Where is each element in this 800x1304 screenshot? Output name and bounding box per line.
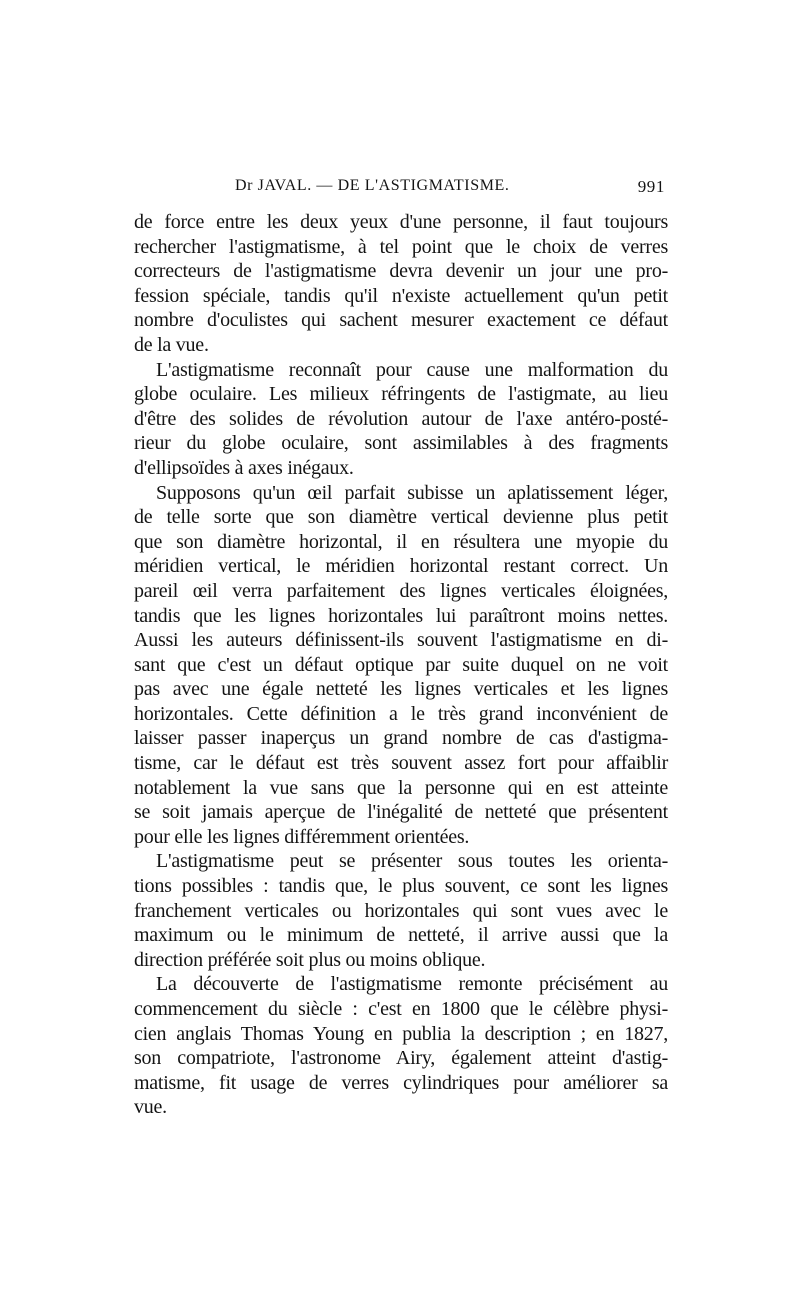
text-line: matisme, fit usage de verres cylindriques pour améliorer sa	[134, 1071, 668, 1094]
text-line: correcteurs de l'astigmatisme devra devenir un jour une pro-	[134, 260, 668, 283]
text-line: de la vue.	[134, 333, 209, 356]
paragraph	[134, 849, 668, 972]
text-line: tandis que les lignes horizontales lui paraîtront moins nettes.	[134, 604, 668, 627]
text-line: rechercher l'astigmatisme, à tel point que le choix de verres	[134, 235, 668, 258]
text-line: franchement verticales ou horizontales qui sont vues avec le	[134, 899, 668, 922]
text-line: vue.	[134, 1096, 167, 1119]
text-line: nombre d'oculistes qui sachent mesurer exactement ce défaut	[134, 309, 668, 332]
text-line: pas avec une égale netteté les lignes verticales et les lignes	[134, 678, 668, 701]
page-number: 991	[637, 177, 665, 196]
body-text	[134, 210, 668, 1120]
text-line: tisme, car le défaut est très souvent assez fort pour affaiblir	[134, 752, 668, 775]
text-line: commencement du siècle : c'est en 1800 que le célèbre physi-	[134, 998, 668, 1020]
text-line: fession spéciale, tandis qu'il n'existe actuellement qu'un petit	[134, 284, 668, 307]
text-line: tions possibles : tandis que, le plus souvent, ce sont les lignes	[134, 875, 668, 898]
text-line: son compatriote, l'astronome Airy, également atteint d'astig-	[134, 1047, 668, 1070]
text-line: horizontales. Cette définition a le très grand inconvénient de	[134, 702, 668, 725]
text-line: se soit jamais aperçue de l'inégalité de netteté que présentent	[134, 801, 668, 824]
text-line: rieur du globe oculaire, sont assimilables à des fragments	[134, 432, 668, 455]
text-line: d'être des solides de révolution autour de l'axe antéro-posté-	[134, 407, 668, 430]
running-head-title: Dr JAVAL. — DE L'ASTIGMATISME.	[235, 177, 510, 194]
text-line: méridien vertical, le méridien horizontal restant correct. Un	[134, 555, 668, 578]
paragraph	[134, 972, 668, 1120]
text-line: Supposons qu'un œil parfait subisse un aplatissement léger,	[156, 481, 668, 504]
paragraph	[134, 210, 668, 358]
text-line: La découverte de l'astigmatisme remonte précisément au	[156, 973, 668, 996]
text-line: Aussi les auteurs définissent-ils souvent l'astigmatisme en di-	[134, 629, 668, 652]
text-line: sant que c'est un défaut optique par suite duquel on ne voit	[134, 653, 668, 676]
text-line: d'ellipsoïdes à axes inégaux.	[134, 456, 354, 479]
paragraph	[134, 481, 668, 850]
text-line: direction préférée soit plus ou moins oblique.	[134, 948, 486, 971]
text-line: globe oculaire. Les milieux réfringents de l'astigmate, au lieu	[134, 383, 668, 406]
text-line: que son diamètre horizontal, il en résultera une myopie du	[134, 530, 668, 553]
text-line: notablement la vue sans que la personne qui en est atteinte	[134, 776, 668, 799]
running-head	[135, 177, 667, 203]
text-line: maximum ou le minimum de netteté, il arrive aussi que la	[134, 924, 668, 947]
text-line: pour elle les lignes différemment orientées.	[134, 825, 470, 848]
text-line: L'astigmatisme reconnaît pour cause une malformation du	[156, 358, 668, 381]
text-line: de force entre les deux yeux d'une personne, il faut toujours	[134, 211, 668, 233]
paragraph	[134, 358, 668, 481]
text-line: cien anglais Thomas Young en publia la description ; en 1827,	[134, 1022, 668, 1045]
text-line: laisser passer inaperçus un grand nombre de cas d'astigma-	[134, 727, 668, 750]
text-line: de telle sorte que son diamètre vertical devienne plus petit	[134, 506, 668, 529]
text-line: L'astigmatisme peut se présenter sous toutes les orienta-	[156, 850, 668, 873]
text-line: pareil œil verra parfaitement des lignes verticales éloignées,	[134, 579, 668, 602]
